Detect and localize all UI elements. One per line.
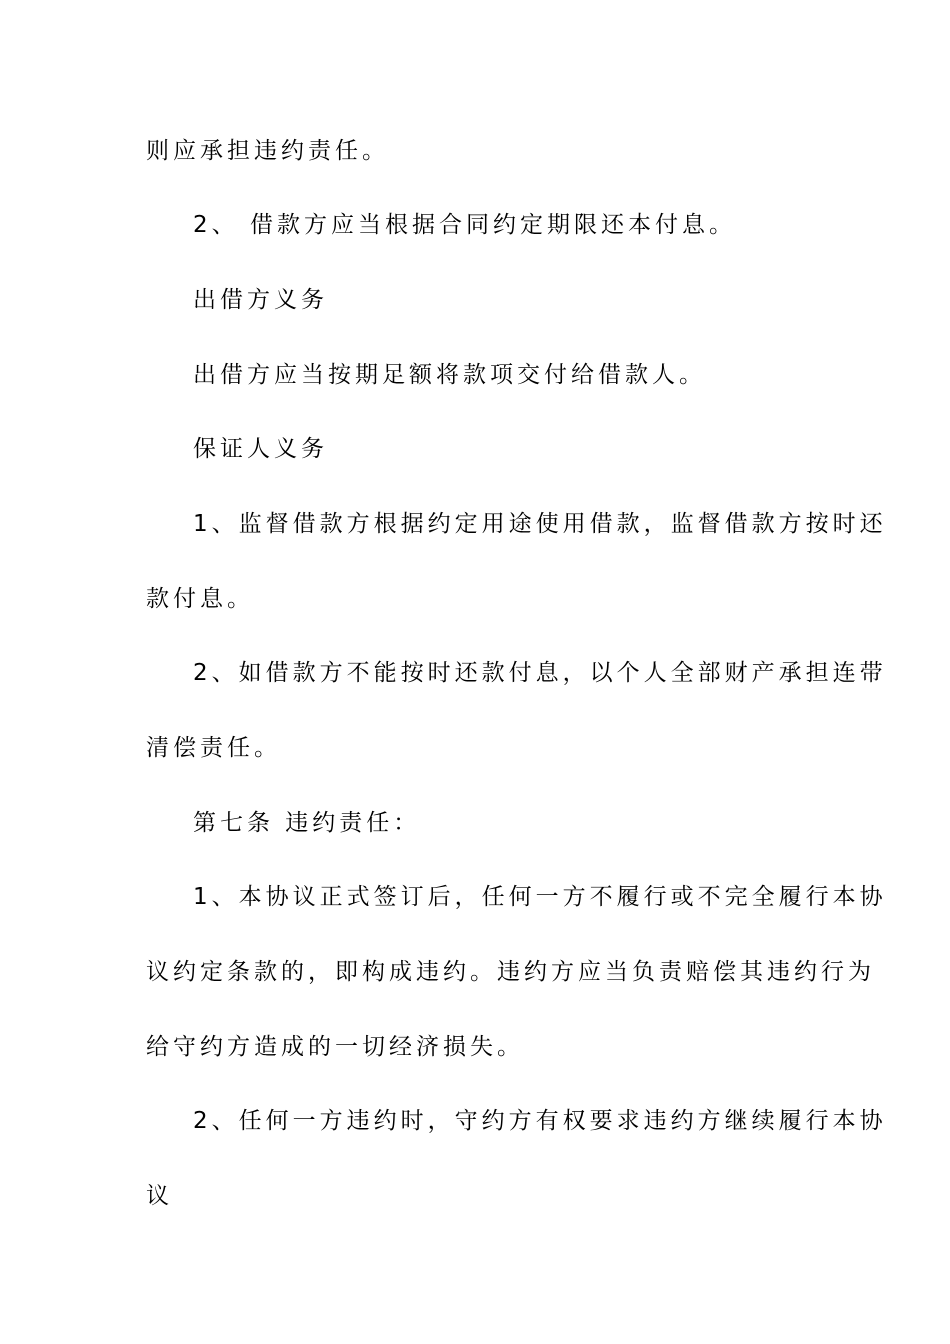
text-line: 议 xyxy=(146,1183,173,1209)
text-line: 则应承担违约责任。 xyxy=(146,138,389,164)
text-line: 款付息。 xyxy=(146,586,254,612)
text-line: 1、本协议正式签订后，任何一方不履行或不完全履行本协 xyxy=(193,884,887,910)
text-line: 1、监督借款方根据约定用途使用借款，监督借款方按时还 xyxy=(193,511,887,537)
section-heading: 出借方义务 xyxy=(193,287,328,313)
text-line: 2、 借款方应当根据合同约定期限还本付息。 xyxy=(193,212,736,238)
section-heading: 保证人义务 xyxy=(193,436,328,462)
text-line: 给守约方造成的一切经济损失。 xyxy=(146,1034,524,1060)
text-line: 2、任何一方违约时，守约方有权要求违约方继续履行本协 xyxy=(193,1108,887,1134)
article-heading: 第七条 违约责任： xyxy=(193,810,421,836)
text-line: 清偿责任。 xyxy=(146,735,281,761)
text-line: 议约定条款的，即构成违约。违约方应当负责赔偿其违约行为 xyxy=(146,959,875,985)
text-line: 出借方应当按期足额将款项交付给借款人。 xyxy=(193,362,706,388)
text-line: 2、如借款方不能按时还款付息，以个人全部财产承担连带 xyxy=(193,660,887,686)
